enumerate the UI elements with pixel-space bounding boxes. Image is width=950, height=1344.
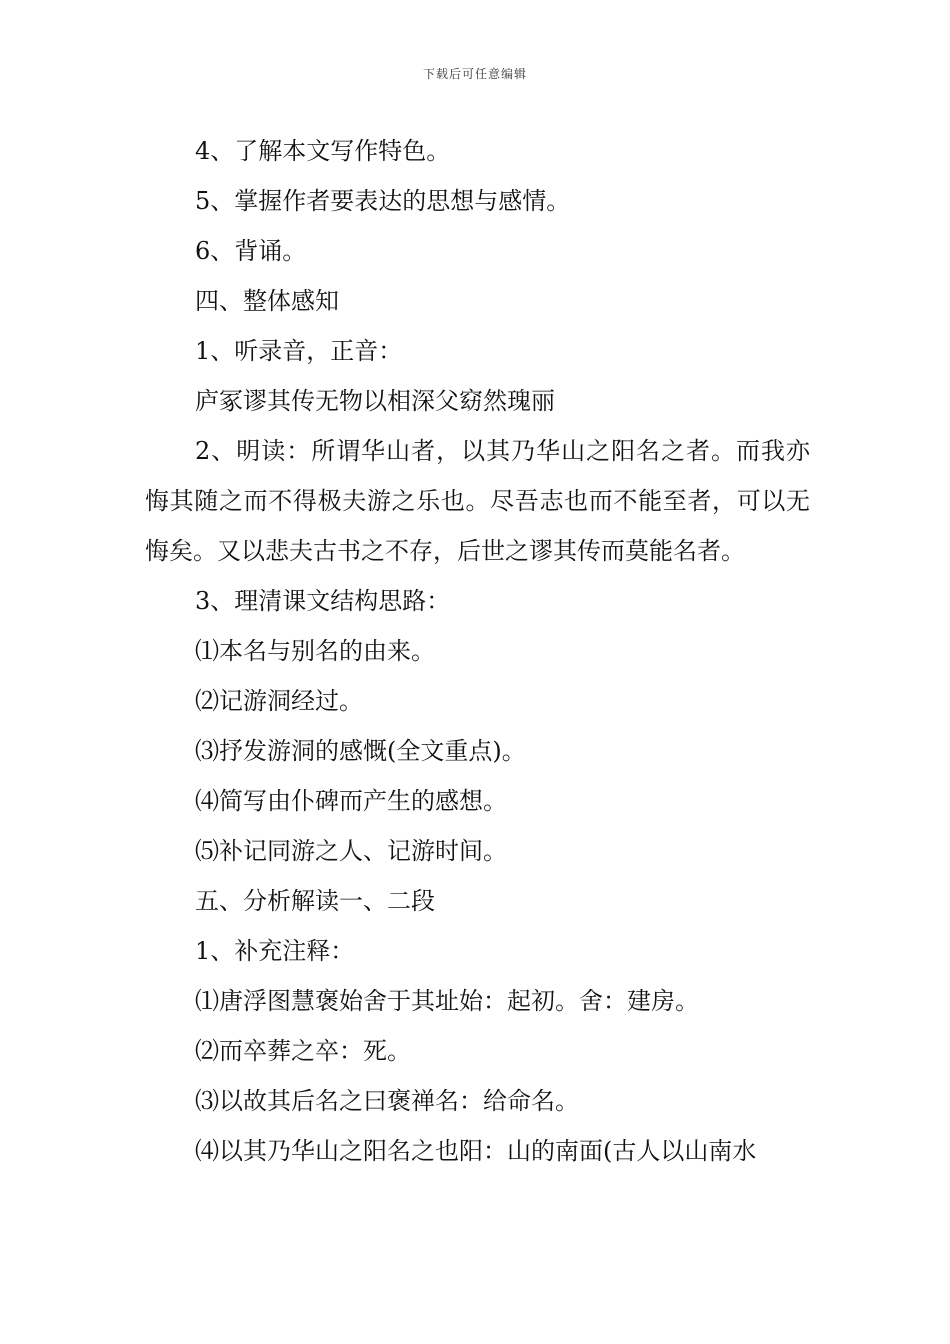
- text-line-goal-5: 5、掌握作者要表达的思想与感情。: [195, 187, 571, 215]
- text-line-note-3: ⑶以故其后名之曰褒禅名：给命名。: [195, 1087, 579, 1115]
- text-line-structure-1: ⑴本名与别名的由来。: [195, 637, 435, 665]
- text-line-structure-3: ⑶抒发游洞的感慨(全文重点)。: [195, 737, 526, 765]
- text-line-structure-5: ⑸补记同游之人、记游时间。: [195, 837, 507, 865]
- text-line-structure: 3、理清课文结构思路：: [195, 587, 451, 615]
- paragraph-reading: 2、明读：所谓华山者，以其乃华山之阳名之者。而我亦悔其随之而不得极夫游之乐也。尽吾志也而不能至者，可以无悔矣。又以悲夫古书之不存，后世之谬其传而莫能名者。: [145, 437, 810, 565]
- text-line-note-4: ⑷以其乃华山之阳名之也阳：山的南面(古人以山南水: [195, 1137, 757, 1165]
- text-line-notes: 1、补充注释：: [195, 937, 355, 965]
- text-line-note-2: ⑵而卒葬之卒：死。: [195, 1037, 411, 1065]
- section-heading-overview: 四、整体感知: [195, 287, 339, 315]
- text-line-pronunciation: 庐冢谬其传无物以相深父窈然瑰丽: [195, 387, 555, 415]
- text-line-listen: 1、听录音，正音：: [195, 337, 403, 365]
- document-body: [145, 126, 810, 1176]
- text-line-goal-4: 4、了解本文写作特色。: [195, 137, 451, 165]
- text-line-goal-6: 6、背诵。: [195, 237, 307, 265]
- text-line-structure-2: ⑵记游洞经过。: [195, 687, 363, 715]
- text-line-note-1: ⑴唐浮图慧褒始舍于其址始：起初。舍：建房。: [195, 987, 699, 1015]
- page-header: 下载后可任意编辑: [422, 67, 527, 81]
- text-line-structure-4: ⑷简写由仆碑而产生的感想。: [195, 787, 507, 815]
- section-heading-analysis: 五、分析解读一、二段: [195, 887, 435, 915]
